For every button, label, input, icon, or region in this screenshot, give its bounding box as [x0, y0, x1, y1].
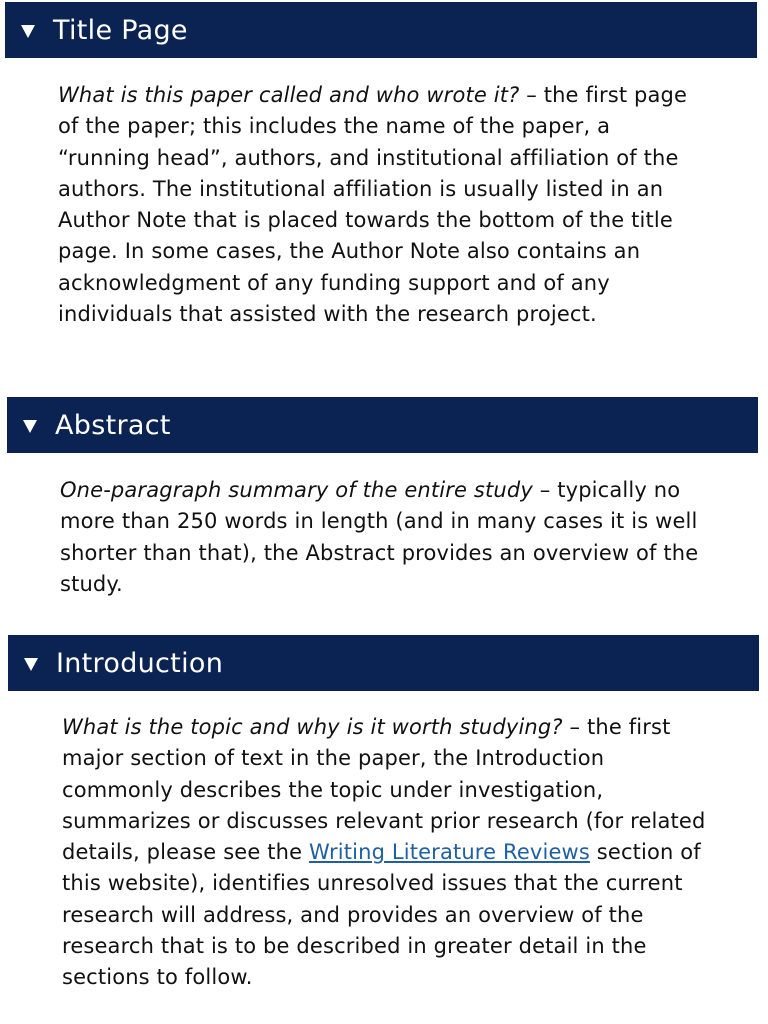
- section-title: Title Page: [53, 14, 188, 46]
- section-body-abstract: [60, 475, 710, 600]
- section-description-continued: section of this website), identifies unresolved issues that the current research will address, and provides an overview of the research that is to be described in greater detail in the sections to follow.: [62, 840, 701, 990]
- section-description: – typically no more than 250 words in length (and in many cases it is well shorter than that), the Abstract provides an overview of the study.: [60, 478, 699, 596]
- section-title: Introduction: [56, 647, 224, 679]
- caret-down-icon: [24, 658, 38, 671]
- section-lead-question: What is this paper called and who wrote it?: [58, 83, 520, 107]
- section-lead-question: One-paragraph summary of the entire study: [60, 478, 533, 502]
- section-body-introduction: [62, 712, 712, 994]
- section-description: – the first major section of text in the paper, the Introduction commonly describes the topic under investigation, summarizes or discusses relevant prior research (for related details, please see the: [62, 715, 706, 865]
- section-header-introduction[interactable]: [8, 635, 759, 691]
- writing-literature-reviews-link[interactable]: Writing Literature Reviews: [309, 840, 590, 865]
- section-description: – the first page of the paper; this includes the name of the paper, a “running head”, authors, and institutional affiliation of the authors. The institutional affiliation is usually listed in an Author Note that is placed towards the bottom of the title page. In some cases, the Author Note also contains an acknowledgment of any funding support and of any individuals that assisted with the research project.: [58, 83, 688, 327]
- section-title: Abstract: [55, 409, 171, 441]
- section-header-abstract[interactable]: [7, 397, 758, 453]
- caret-down-icon: [23, 420, 37, 433]
- caret-down-icon: [21, 25, 35, 38]
- section-lead-question: What is the topic and why is it worth studying?: [62, 715, 563, 739]
- section-body-title-page: [58, 80, 708, 330]
- section-header-title-page[interactable]: [5, 2, 757, 58]
